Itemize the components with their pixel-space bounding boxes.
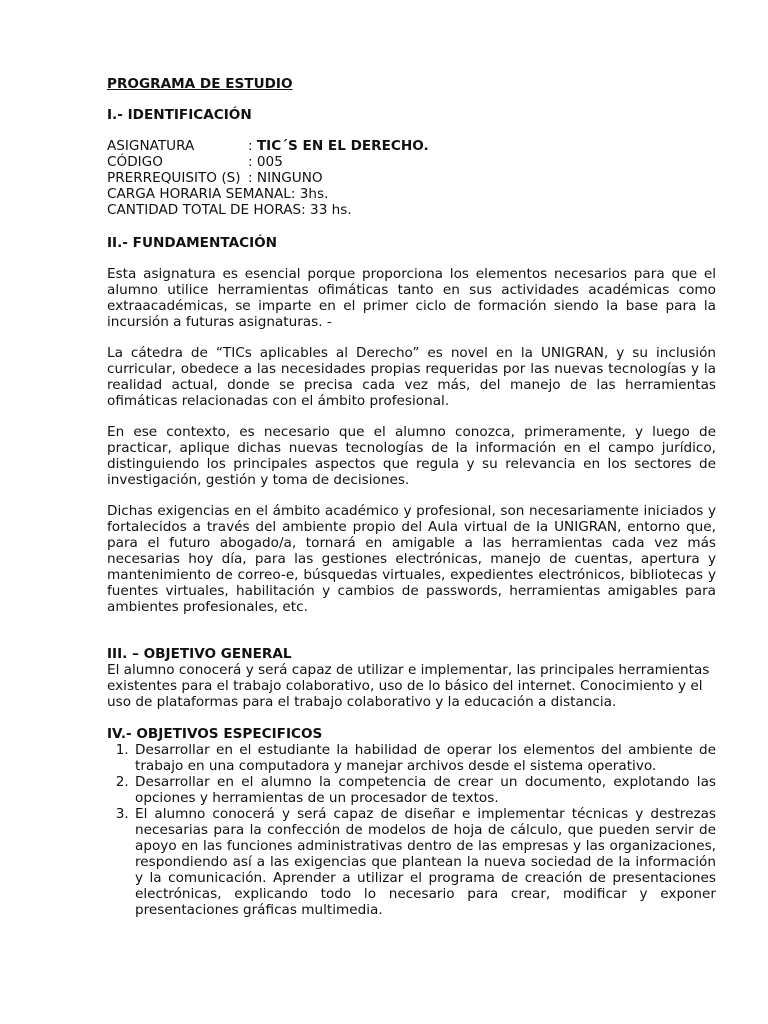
field-separator: : — [248, 138, 257, 154]
field-label: ASIGNATURA — [107, 138, 195, 154]
field-row-codigo — [107, 154, 716, 170]
field-row-prerrequisito — [107, 170, 716, 186]
field-value: TIC´S EN EL DERECHO. — [256, 138, 429, 154]
list-item: 3. El alumno conocerá y será capaz de diseñar e implementar técnicas y destrezas necesarias para la confección de modelos de hoja de cálculo, que pueden servir de apoyo en las funciones administrativas dentro de las empresas y las organizaciones, respondiendo así a las exigencias que plantean la nueva sociedad de la información y la comunicación. Aprender a utilizar el programa de creación de presentaciones electrónicas, explicando todo lo necesario para crear, modificar y exponer presentaciones gráficas multimedia. — [133, 806, 716, 918]
fundamentacion-paragraph-2: La cátedra de “TICs aplicables al Derecho” es novel en la UNIGRAN, y su inclusión curricular, obedece a las necesidades propias requeridas por las nuevas tecnologías y la realidad actual, donde se precisa cada vez más, del manejo de las herramientas ofimáticas relacionadas con el ámbito profesional. — [107, 345, 716, 409]
field-label: CÓDIGO — [107, 154, 163, 170]
fundamentacion-paragraph-1: Esta asignatura es esencial porque proporciona los elementos necesarios para que el alumno utilice herramientas ofimáticas tanto en sus actividades académicas como extraacadémicas, se imparte en el primer ciclo de formación siendo la base para la incursión a futuras asignaturas. - — [107, 266, 716, 330]
carga-horaria: CARGA HORARIA SEMANAL: 3hs. — [107, 186, 329, 202]
field-separator: : — [248, 154, 257, 170]
objetivos-especificos-list — [107, 742, 716, 918]
list-item: 2. Desarrollar en el alumno la competencia de crear un documento, explotando las opciones y herramientas de un procesador de textos. — [133, 774, 716, 806]
section-heading-fundamentacion: II.- FUNDAMENTACIÓN — [107, 235, 278, 251]
section-heading-objetivos-especificos: IV.- OBJETIVOS ESPECIFICOS — [107, 726, 323, 742]
cantidad-total-horas: CANTIDAD TOTAL DE HORAS: 33 hs. — [107, 202, 352, 218]
list-item: 1. Desarrollar en el estudiante la habilidad de operar los elementos del ambiente de trabajo en una computadora y manejar archivos desde el sistema operativo. — [133, 742, 716, 774]
document-title: PROGRAMA DE ESTUDIO — [107, 76, 293, 92]
objetivo-general-text: El alumno conocerá y será capaz de utilizar e implementar, las principales herramientas existentes para el trabajo colaborativo, uso de lo básico del internet. Conocimiento y el uso de plataformas para el trabajo colaborativo y la educación a distancia. — [107, 662, 710, 710]
section-heading-objetivo-general: III. – OBJETIVO GENERAL — [107, 646, 292, 662]
fundamentacion-paragraph-3: En ese contexto, es necesario que el alumno conozca, primeramente, y luego de practicar, aplique dichas nuevas tecnologías de la información en el campo jurídico, distinguiendo los principales aspectos que regula y su relevancia en los sectores de investigación, gestión y toma de decisiones. — [107, 424, 716, 488]
field-label: PRERREQUISITO (S) — [107, 170, 241, 186]
fundamentacion-paragraph-4: Dichas exigencias en el ámbito académico y profesional, son necesariamente iniciados y fortalecidos a través del ambiente propio del Aula virtual de la UNIGRAN, entorno que, para el futuro abogado/a, tornará en amigable a las herramientas cada vez más necesarias hoy día, para las gestiones electrónicas, manejo de cuentas, apertura y mantenimiento de correo-e, búsquedas virtuales, expedientes electrónicos, bibliotecas y fuentes virtuales, habilitación y cambios de passwords, herramientas amigables para ambientes profesionales, etc. — [107, 503, 716, 615]
field-row-asignatura — [107, 138, 716, 154]
field-value: NINGUNO — [256, 170, 323, 186]
field-value: 005 — [256, 154, 283, 170]
identification-block — [107, 138, 716, 218]
field-separator: : — [248, 170, 257, 186]
section-heading-identificacion: I.- IDENTIFICACIÓN — [107, 107, 252, 123]
